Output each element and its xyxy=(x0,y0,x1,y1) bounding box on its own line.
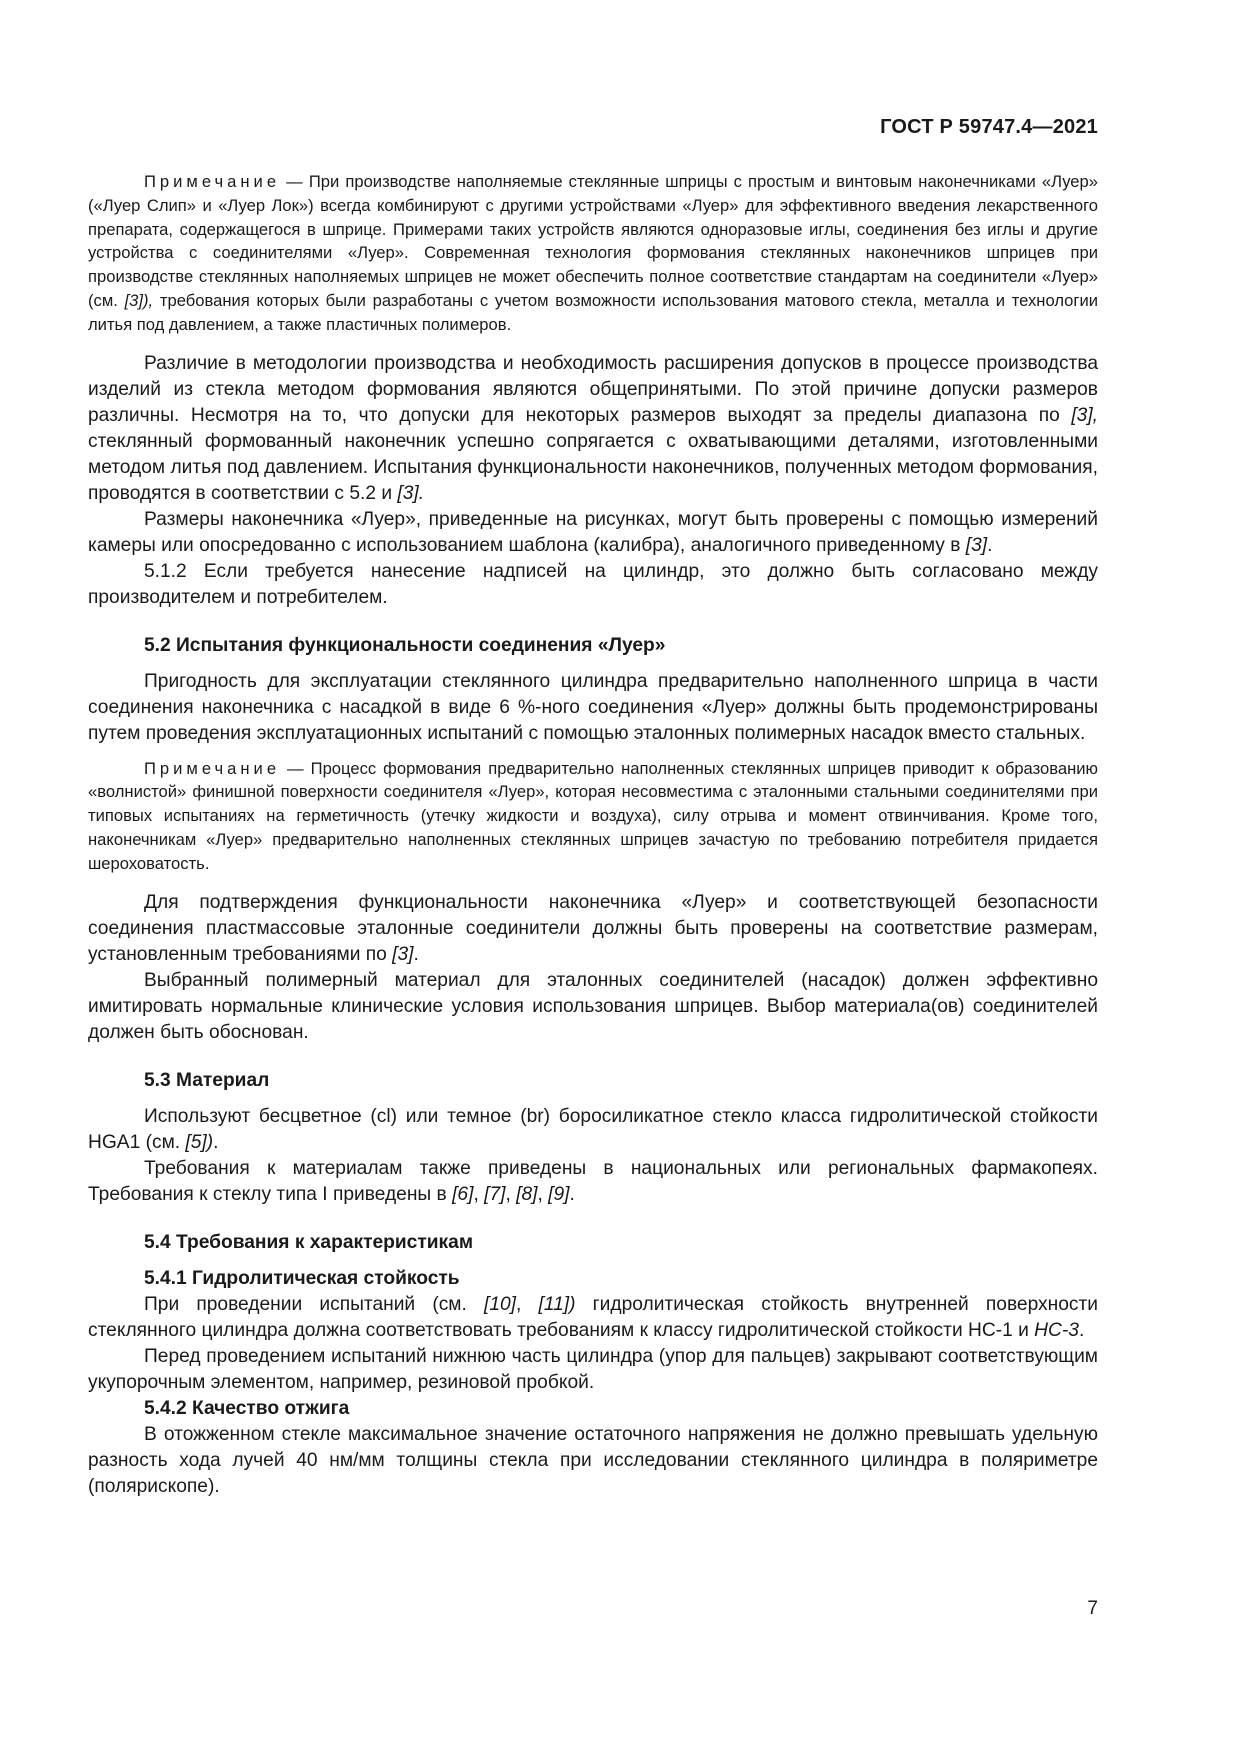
reference: [8] xyxy=(516,1183,538,1205)
reference: [11]) xyxy=(538,1293,576,1315)
reference: [5]) xyxy=(185,1131,214,1153)
reference: [7] xyxy=(484,1183,506,1205)
note-label: Примечание xyxy=(144,758,281,778)
reference: [9] xyxy=(548,1183,570,1205)
paragraph-hydrolytic-tests: При проведении испытаний (см. [10], [11]) гидролитическая стойкость внутренней поверхности стеклянного цилиндра должна соответствовать требованиям к классу гидролитической стойкости НС-1 и НС-3. xyxy=(88,1293,1099,1341)
document-body xyxy=(88,170,1098,1500)
section-heading-5-4-2: 5.4.2 Качество отжига xyxy=(144,1397,350,1419)
class-designation: НС-3 xyxy=(1034,1319,1079,1341)
section-heading-5-3: 5.3 Материал xyxy=(144,1069,270,1091)
section-heading-5-4: 5.4 Требования к характеристикам xyxy=(144,1231,474,1253)
section-heading-5-4-1: 5.4.1 Гидролитическая стойкость xyxy=(144,1267,460,1289)
document-code-header: ГОСТ Р 59747.4—2021 xyxy=(880,116,1098,138)
reference: [10] xyxy=(484,1293,517,1315)
reference: [3]), xyxy=(124,290,154,310)
paragraph-tolerances: Различие в методологии производства и необходимость расширения допусков в процессе производства изделий из стекла методом формования являются общепринятыми. По этой причине допуски размеров различны. Несмотря на то, что допуски для некоторых размеров выходят за пределы диапазона по [3], стеклянный формованный наконечник успешно сопрягается с охватывающими деталями, изготовленными методом литья под давлением. Испытания функциональности наконечников, полученных методом формования, проводятся в соответствии с 5.2 и [3]. xyxy=(88,352,1098,504)
reference: [6] xyxy=(452,1183,474,1205)
note-label: Примечание xyxy=(144,172,281,191)
paragraph-closure: Перед проведением испытаний нижнюю часть цилиндра (упор для пальцев) закрывают соответствующим укупорочным элементом, например, резиновой пробкой. xyxy=(88,1345,1098,1393)
paragraph-reference-connectors: Для подтверждения функциональности наконечника «Луер» и соответствующей безопасности соединения пластмассовые эталонные соединители должны быть проверены на соответствие размерам, установленным требованиями по [3]. xyxy=(88,891,1098,965)
reference: [3] xyxy=(392,943,414,965)
page-number: 7 xyxy=(1087,1598,1098,1619)
section-heading-5-2: 5.2 Испытания функциональности соединения «Луер» xyxy=(144,634,666,656)
paragraph-suitability: Пригодность для эксплуатации стеклянного цилиндра предварительно наполненного шприца в части соединения наконечника с насадкой в виде 6 %-ного соединения «Луер» должны быть продемонстрированы путем проведения эксплуатационных испытаний с помощью эталонных полимерных насадок вместо стальных. xyxy=(88,670,1098,744)
paragraph-pharmacopoeia: Требования к материалам также приведены в национальных или региональных фармакопеях. Требования к стеклу типа I приведены в [6], [7], [8], [9]. xyxy=(88,1157,1098,1205)
reference: [3] xyxy=(965,534,988,556)
paragraph-polymer-material: Выбранный полимерный материал для эталонных соединителей (насадок) должен эффективно имитировать нормальные клинические условия использования шприцев. Выбор материала(ов) соединителей должен быть обоснован. xyxy=(88,969,1098,1043)
paragraph-annealing: В отожженном стекле максимальное значение остаточного напряжения не должно превышать удельную разность хода лучей 40 нм/мм толщины стекла при исследовании стеклянного цилиндра в поляриметре (полярископе). xyxy=(88,1423,1098,1497)
reference: [3]. xyxy=(397,482,425,504)
paragraph-dimensions: Размеры наконечника «Луер», приведенные на рисунках, могут быть проверены с помощью измерений камеры или опосредованно с использованием шаблона (калибра), аналогичного приведенному в [3]. xyxy=(88,508,1098,556)
note-2: Примечание — Процесс формования предварительно наполненных стеклянных шприцев приводит к образованию «волнистой» финишной поверхности соединителя «Луер», которая несовместима с эталонными стальными соединителями при типовых испытаниях на герметичность (утечку жидкости и воздуха), силу отрыва и момент отвинчивания. Кроме того, наконечникам «Луер» предварительно наполненных стеклянных шприцев зачастую по требованию потребителя придается шероховатость. xyxy=(88,758,1098,873)
paragraph-glass-type: Используют бесцветное (cl) или темное (br) боросиликатное стекло класса гидролитической стойкости HGA1 (см. [5]). xyxy=(88,1105,1098,1153)
reference: [3], xyxy=(1071,404,1098,426)
note-1: Примечание — При производстве наполняемые стеклянные шприцы с простым и винтовым наконечниками «Луер» («Луер Слип» и «Луер Лок») всегда комбинируют с другими устройствами «Луер» для эффективного введения лекарственного препарата, содержащегося в шприце. Примерами таких устройств являются одноразовые иглы, соединения без иглы и другие устройства с соединителями «Луер». Современная технология формования стеклянных наконечников шприцев при производстве стеклянных наполняемых шприцев не может обеспечить полное соответствие стандартам на соединители «Луер» (см. [3]), требования которых были разработаны с учетом возможности использования матового стекла, металла и технологии литья под давлением, а также пластичных полимеров. xyxy=(88,172,1099,334)
paragraph-5-1-2: 5.1.2 Если требуется нанесение надписей на цилиндр, это должно быть согласовано между производителем и потребителем. xyxy=(88,560,1098,608)
